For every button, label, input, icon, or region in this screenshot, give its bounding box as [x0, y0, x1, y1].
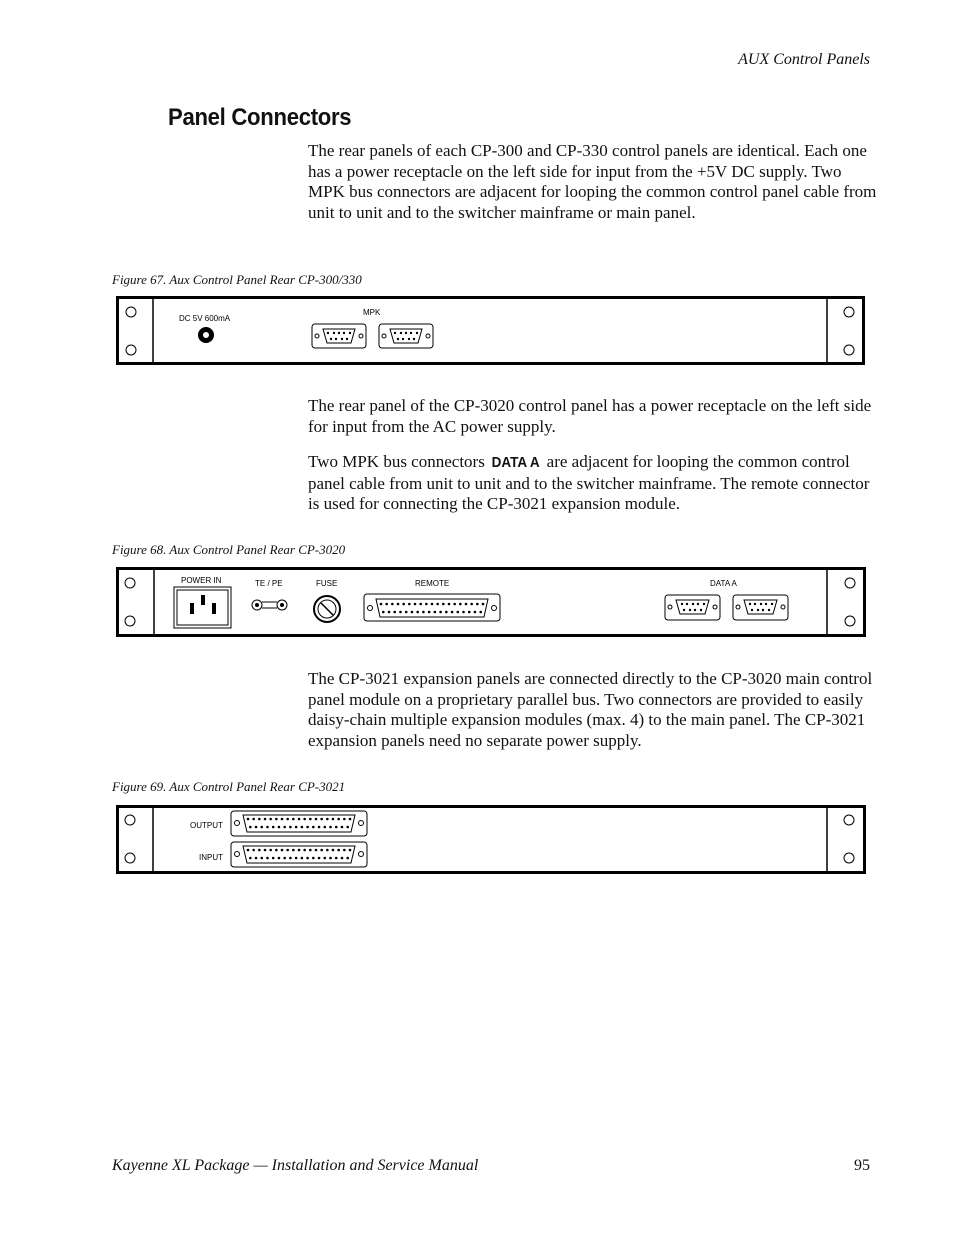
figure-67-rear-panel [116, 296, 866, 368]
paragraph-cp3020-mpk [308, 452, 878, 515]
mpk-connector-1-icon [312, 324, 366, 348]
page-number: 95 [854, 1157, 870, 1174]
figure-68-caption: Figure 68. Aux Control Panel Rear CP-3020 [112, 542, 346, 557]
figure-68-rear-panel [116, 567, 867, 639]
output-connector-icon [231, 811, 367, 836]
figure-69-caption: Figure 69. Aux Control Panel Rear CP-3021 [112, 779, 346, 794]
mpk-connector-2-icon [379, 324, 433, 348]
dc-power-label: DC 5V 600mA [179, 314, 231, 323]
dc-power-jack-icon [198, 327, 214, 343]
data-a-term: DATA A [491, 454, 540, 471]
data-a-label: DATA A [710, 579, 737, 588]
output-label: OUTPUT [190, 821, 223, 830]
data-a-connector-2-icon [733, 595, 788, 620]
paragraph-cp3021: The CP-3021 expansion panels are connected directly to the CP-3020 main control panel module on a proprietary parallel bus. Two connectors are provided to easily daisy-chain multiple expansion modules (max. 4) to the main panel. The CP-3021 expansion panels need no separate power supply. [308, 669, 873, 750]
footer-manual-title: Kayenne XL Package — Installation and Service Manual [112, 1157, 479, 1174]
figure-69-rear-panel [116, 805, 867, 876]
section-title: Panel Connectors [168, 104, 352, 131]
paragraph-text: are adjacent for looping the common control panel cable from unit to unit and to the switcher mainframe. The remote connector is used for connecting the CP-3021 expansion module. [308, 452, 870, 513]
paragraph-cp300: The rear panels of each CP-300 and CP-330 control panels are identical. Each one has a power receptacle on the left side for input from the +5V DC supply. Two MPK bus connectors are adjacent for looping the common control panel cable from unit to unit and to the switcher mainframe or main panel. [308, 141, 877, 222]
input-label: INPUT [199, 853, 223, 862]
fuse-label: FUSE [316, 579, 338, 588]
remote-connector-icon [364, 594, 500, 621]
figure-67-caption: Figure 67. Aux Control Panel Rear CP-300/330 [112, 272, 362, 287]
te-pe-label: TE / PE [255, 579, 283, 588]
running-header: AUX Control Panels [738, 51, 870, 68]
remote-label: REMOTE [415, 579, 450, 588]
mpk-label: MPK [363, 308, 381, 317]
fuse-holder-icon [314, 596, 340, 622]
paragraph-cp3020-power: The rear panel of the CP-3020 control panel has a power receptacle on the left side for input from the AC power supply. [308, 396, 872, 436]
paragraph-text: Two MPK bus connectors [308, 452, 490, 471]
data-a-connector-1-icon [665, 595, 720, 620]
power-in-label: POWER IN [181, 576, 222, 585]
input-connector-icon [231, 842, 367, 867]
ac-power-inlet-icon [174, 587, 231, 628]
